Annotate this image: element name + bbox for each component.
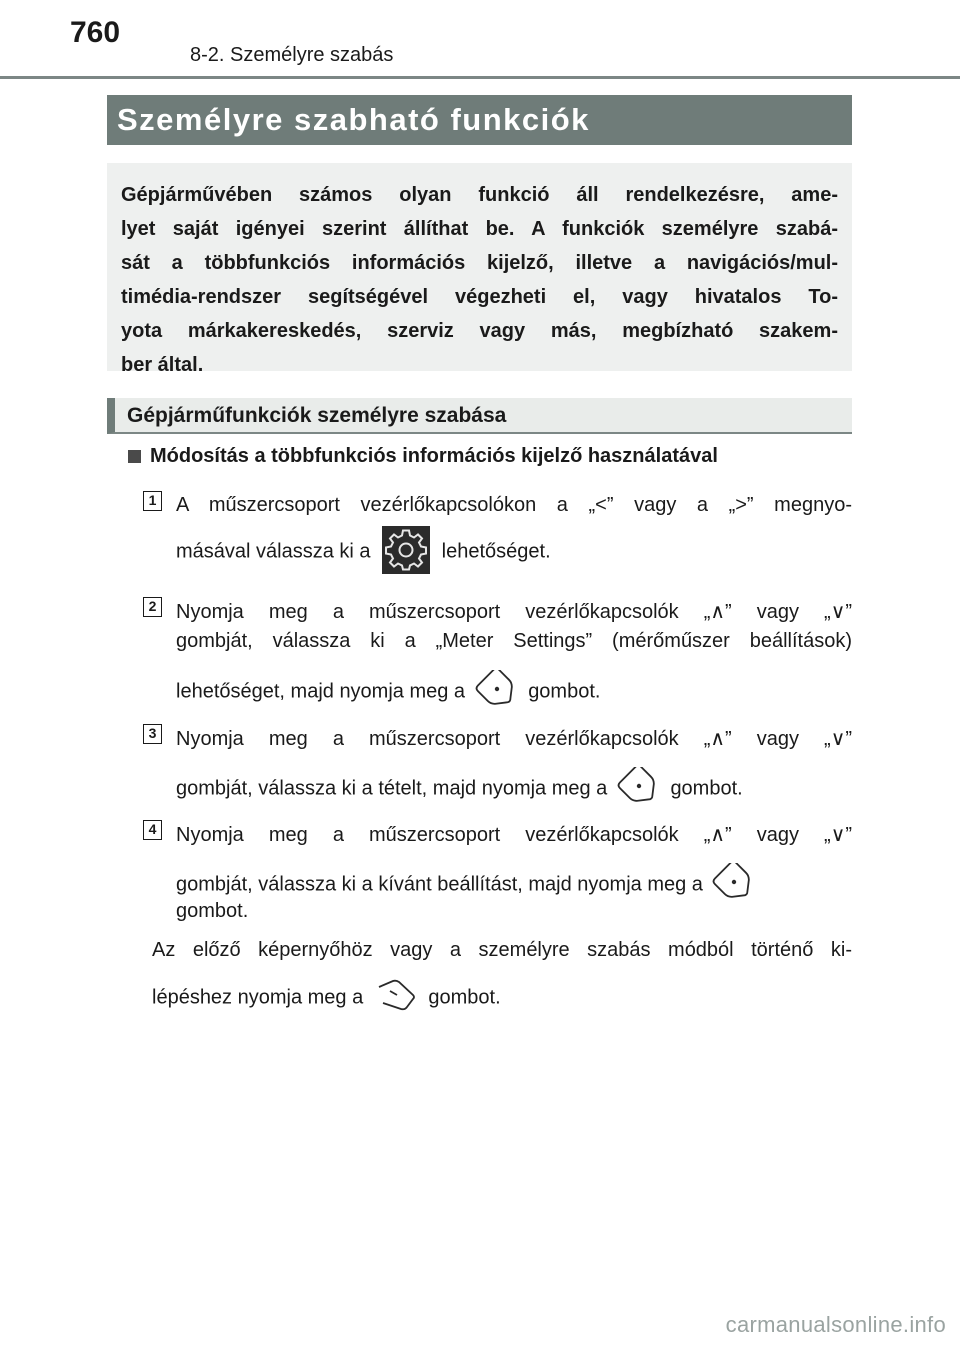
step-1-line-2 [176, 528, 852, 578]
step-2-text-before: lehetőséget, majd nyomja meg a [176, 680, 466, 703]
step-number: 1 [143, 491, 162, 511]
step-1-text-after: lehetőséget. [441, 540, 551, 563]
step-3-line-1: Nyomja meg a műszercsoport vezérlőkapcsolók „∧” vagy „∨” [176, 728, 852, 750]
intro-line: lyet saját igényei szerint állíthat be. A funkciók személyre szabá- [121, 218, 838, 240]
step-3-text-after: gombot. [670, 777, 743, 800]
step-2-text-after: gombot. [528, 680, 601, 703]
step-number: 4 [143, 820, 162, 840]
note-text-before: lépéshez nyomja meg a [152, 986, 364, 1009]
step-1-line-1: A műszercsoport vezérlőkapcsolókon a „<” vagy a „>” megnyo- [176, 494, 852, 516]
step-4-line-3: gombot. [176, 900, 249, 922]
step-3-text-before: gombját, válassza ki a tételt, majd nyomja meg a [176, 777, 608, 800]
intro-line: yota márkakereskedés, szerviz vagy más, megbízható szakem- [121, 320, 838, 342]
step-number: 2 [143, 597, 162, 617]
page-number: 760 [70, 16, 121, 49]
header-rule [0, 76, 960, 79]
subheading: Gépjárműfunkciók személyre szabása [107, 398, 852, 434]
step-number: 3 [143, 724, 162, 744]
intro-line: sát a többfunkciós információs kijelző, illetve a navigációs/mul- [121, 252, 838, 274]
page-title: Személyre szabható funkciók [107, 95, 852, 145]
section-label: 8-2. Személyre szabás [190, 44, 394, 66]
intro-box [107, 163, 852, 376]
bullet-square-icon [128, 450, 141, 463]
ok-button-icon [475, 670, 519, 714]
footer-watermark: carmanualsonline.info [725, 1312, 946, 1337]
back-button-icon [373, 977, 419, 1019]
step-4-text-before: gombját, válassza ki a kívánt beállítást, majd nyomja meg a [176, 873, 703, 896]
note-text-after: gombot. [428, 986, 501, 1009]
note-line-1: Az előző képernyőhöz vagy a személyre szabás módból történő ki- [152, 939, 852, 961]
step-1-text-before: másával válassza ki a [176, 540, 371, 563]
bullet-heading-text: Módosítás a többfunkciós információs kijelző használatával [150, 445, 718, 467]
intro-line: ber által. [121, 354, 204, 376]
ok-button-icon [617, 767, 661, 811]
step-2-line-2: gombját, válassza ki a „Meter Settings” (mérőműszer beállítások) [176, 630, 852, 652]
step-2-line-3 [176, 670, 852, 714]
intro-text [121, 178, 838, 382]
note-line-2 [152, 977, 852, 1019]
bullet-heading [128, 445, 868, 468]
step-2-line-1: Nyomja meg a műszercsoport vezérlőkapcsolók „∧” vagy „∨” [176, 601, 852, 623]
step-3-line-2 [176, 767, 852, 811]
step-4-line-1: Nyomja meg a műszercsoport vezérlőkapcsolók „∧” vagy „∨” [176, 824, 852, 846]
intro-line: Gépjárművében számos olyan funkció áll rendelkezésre, ame- [121, 184, 838, 206]
intro-line: timédia-rendszer segítségével végezheti el, vagy hivatalos To- [121, 286, 838, 308]
gear-icon [382, 526, 430, 574]
